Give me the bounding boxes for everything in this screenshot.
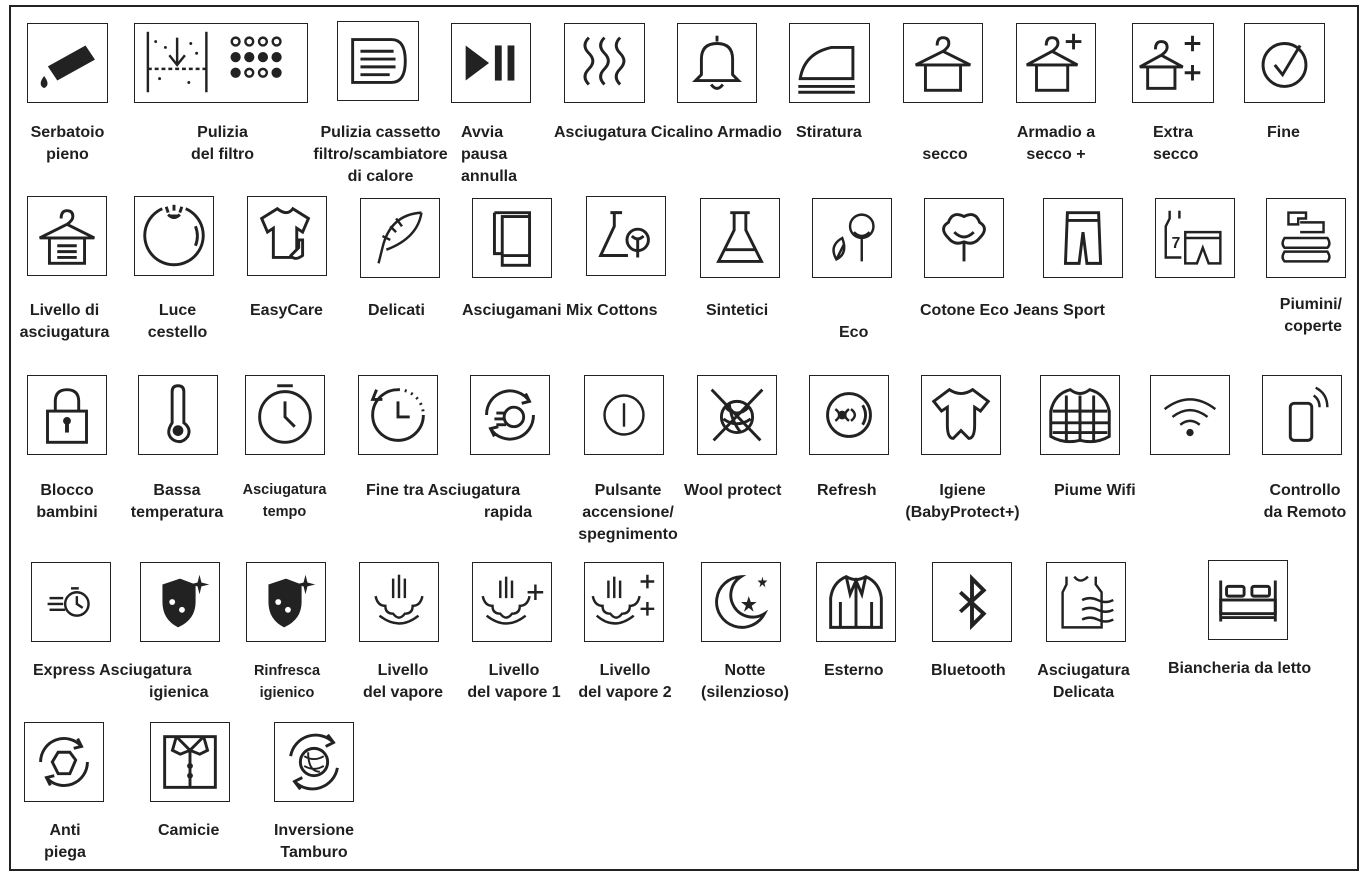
buzzer-icon [677,23,757,103]
label-rapida: rapida [484,504,533,521]
hygienic-refresh-icon [246,562,326,642]
drum-light-icon [134,196,214,276]
label-livello-vapore-2: Livello del vapore 2 [578,662,672,701]
mix-cottons-icon [586,196,666,276]
label-inversione: Inversione Tamburo [273,822,355,861]
power-button-icon [584,375,664,455]
time-drying-icon [245,375,325,455]
label-fine: Fine [1267,124,1300,141]
label-wool-protect: Wool protect [684,482,782,499]
label-asciugatura-tempo: Asciugatura tempo [242,482,327,520]
quick-drying-icon [470,375,550,455]
ironing-icon [789,23,870,103]
label-pulsante: Pulsante accensione/ spegnimento [578,482,678,543]
label-igienica: igienica [149,684,209,701]
label-igiene: Igiene (BabyProtect+) [905,482,1020,521]
label-armadio-secco-plus: Armadio a secco + [1016,124,1096,163]
label-refresh: Refresh [817,482,877,499]
start-pause-icon [451,23,531,103]
jeans-icon [1043,198,1123,278]
steam-level-1-icon [472,562,552,642]
label-notte: Notte (silenzioso) [700,662,789,701]
drying-level-icon [27,196,107,276]
label-stiratura: Stiratura [796,124,862,141]
label-bassa-temperatura: Bassa temperatura [130,482,224,521]
label-camicie: Camicie [158,822,220,839]
steam-level-icon [359,562,439,642]
svg-text:7: 7 [1171,234,1181,252]
duvet-icon [1266,198,1346,278]
label-esterno: Esterno [824,662,884,679]
label-blocco-bambini: Blocco bambini [36,482,98,521]
label-cotone-jeans: Cotone Eco Jeans Sport [920,302,1105,319]
refresh-icon [809,375,889,455]
label-delicati: Delicati [368,302,425,319]
label-piume-wifi: Piume Wifi [1054,482,1136,499]
hygiene-icon [921,375,1001,455]
label-livello-vapore: Livello del vapore [362,662,444,701]
label-avvia-pausa: Avvia pausa annulla [461,124,518,185]
label-secco: secco [922,146,968,163]
end-in-icon [358,375,438,455]
drum-reversal-icon [274,722,354,802]
label-luce-cestello: Luce cestello [147,302,208,341]
wifi-icon [1150,375,1230,455]
label-asciugamani-mix: Asciugamani Mix Cottons [462,302,658,319]
cotton-eco-icon [924,198,1004,278]
label-serbatoio-pieno: Serbatoio pieno [30,124,105,163]
label-piumini: Piumini/ coperte [1279,296,1342,335]
label-livello-vapore-1: Livello del vapore 1 [467,662,561,701]
low-temperature-icon [138,375,218,455]
extra-dry-icon [1132,23,1214,103]
label-bluetooth: Bluetooth [931,662,1006,679]
delicates-icon [360,198,440,278]
outdoor-icon [816,562,896,642]
wool-protect-icon [697,375,777,455]
label-rinfresca: Rinfresca igienico [253,663,321,701]
drying-icon [564,23,645,103]
label-extra-secco: Extra secco [1153,124,1199,163]
tank-full-icon [27,23,108,103]
label-biancheria: Biancheria da letto [1168,660,1312,677]
synthetics-icon [700,198,780,278]
label-express-asciugatura: Express Asciugatura [33,662,192,679]
sport-icon [1155,198,1235,278]
filter-cleaning-icon [134,23,308,103]
label-sintetici: Sintetici [706,302,769,319]
cupboard-dry-plus-icon [1016,23,1096,103]
eco-icon [812,198,892,278]
label-pulizia-filtro: Pulizia del filtro [190,124,255,163]
remote-control-icon [1262,375,1342,455]
label-easycare: EasyCare [250,302,323,319]
night-icon [701,562,781,642]
label-fine-tra: Fine tra Asciugatura [366,482,521,499]
bed-linen-icon [1208,560,1288,640]
child-lock-icon [27,375,107,455]
label-asciugatura-delicata: Asciugatura Delicata [1037,662,1130,701]
label-controllo-remoto: Controllo da Remoto [1263,482,1347,521]
anti-crease-icon [24,722,104,802]
drawer-cleaning-icon [337,21,419,101]
label-eco: Eco [839,324,869,341]
end-icon [1244,23,1325,103]
cupboard-dry-icon [903,23,983,103]
label-pulizia-cassetto: Pulizia cassetto filtro/scambiatore di calore [313,124,448,185]
label-anti-piega: Anti piega [44,822,86,861]
delicate-drying-icon [1046,562,1126,642]
down-jacket-icon [1040,375,1120,455]
easycare-icon [247,196,327,276]
shirts-icon [150,722,230,802]
steam-level-2-icon [584,562,664,642]
towels-icon [472,198,552,278]
express-icon [31,562,111,642]
bluetooth-icon [932,562,1012,642]
hygienic-drying-icon [140,562,220,642]
label-livello-asciugatura: Livello di asciugatura [19,302,110,341]
label-asciugatura-cicalino: Asciugatura Cicalino Armadio [554,124,782,141]
